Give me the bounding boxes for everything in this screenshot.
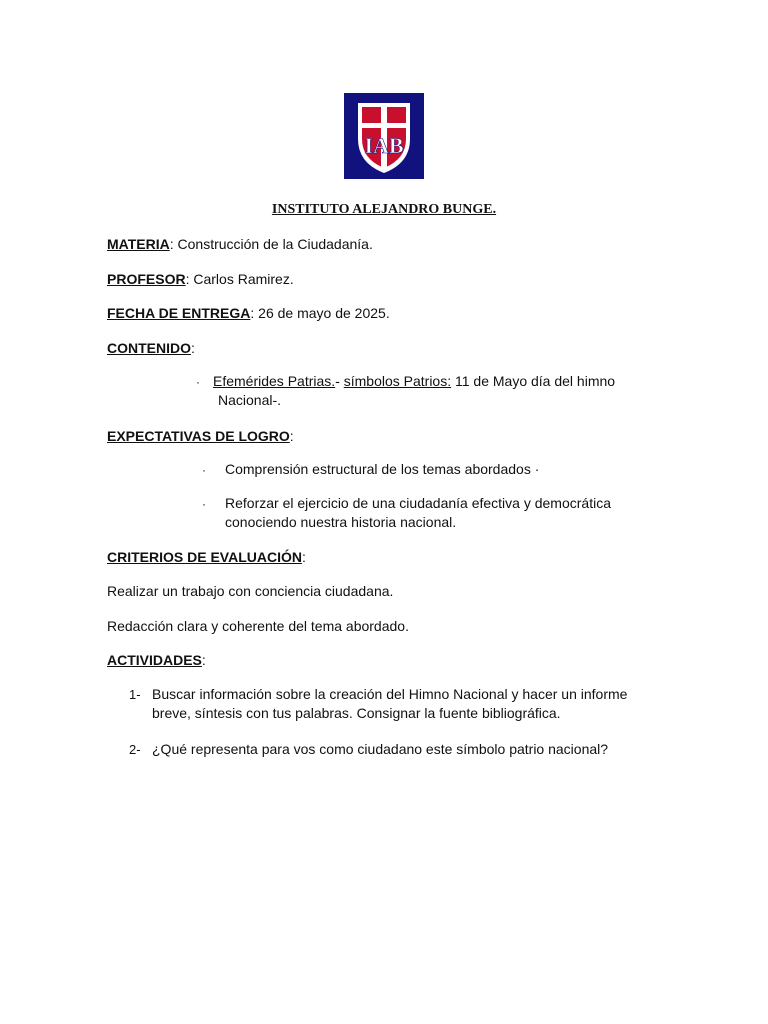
contenido-item-rest: 11 de Mayo día del himno <box>451 373 616 389</box>
criterios-line-2: Redacción clara y coherente del tema abordado. <box>107 618 409 634</box>
contenido-heading <box>107 339 195 357</box>
actividad-2-number: 2- <box>129 742 141 757</box>
page-title: INSTITUTO ALEJANDRO BUNGE. <box>271 202 497 217</box>
actividad-1-number: 1- <box>129 687 141 702</box>
fecha-line <box>107 304 390 322</box>
profesor-value: : Carlos Ramirez. <box>185 271 294 287</box>
shield-icon <box>344 93 424 179</box>
materia-line <box>107 235 373 253</box>
actividades-colon: : <box>201 652 206 668</box>
actividades-label: ACTIVIDADES <box>107 652 202 668</box>
contenido-separator: - <box>335 373 344 389</box>
actividad-1-line2: breve, síntesis con tus palabras. Consignar la fuente bibliográfica. <box>152 705 561 721</box>
actividades-heading <box>107 651 206 669</box>
expectativas-item-1: Comprensión estructural de los temas abordados · <box>225 461 540 477</box>
contenido-bullet: · <box>196 375 200 389</box>
expectativas-label: EXPECTATIVAS DE LOGRO <box>107 428 290 444</box>
materia-label: MATERIA <box>107 236 170 252</box>
criterios-label: CRITERIOS DE EVALUACIÓN <box>107 549 302 565</box>
logo-letters: IAB <box>364 133 404 158</box>
expectativas-colon: : <box>289 428 294 444</box>
contenido-colon: : <box>191 340 195 356</box>
expectativas-item-2-line1: Reforzar el ejercicio de una ciudadanía efectiva y democrática <box>225 495 611 511</box>
expectativas-bullet-2: · <box>202 497 206 511</box>
fecha-label: FECHA DE ENTREGA <box>107 305 251 321</box>
expectativas-heading <box>107 427 294 445</box>
simbolos-text: símbolos Patrios: <box>343 373 452 389</box>
efemerides-text: Efemérides Patrias. <box>213 373 336 389</box>
expectativas-item-2-line2: conociendo nuestra historia nacional. <box>225 514 457 530</box>
profesor-line <box>107 270 294 288</box>
contenido-item-line2: Nacional-. <box>218 392 282 408</box>
school-logo <box>344 93 424 179</box>
contenido-label: CONTENIDO <box>107 340 191 356</box>
criterios-line-1: Realizar un trabajo con conciencia ciudadana. <box>107 583 394 599</box>
expectativas-bullet-1: · <box>202 463 206 477</box>
actividad-1-line1: Buscar información sobre la creación del Himno Nacional y hacer un informe <box>152 686 628 702</box>
criterios-heading <box>107 548 306 566</box>
criterios-colon: : <box>301 549 306 565</box>
materia-value: : Construcción de la Ciudadanía. <box>169 236 373 252</box>
actividad-2-line1: ¿Qué representa para vos como ciudadano este símbolo patrio nacional? <box>152 741 609 757</box>
profesor-label: PROFESOR <box>107 271 186 287</box>
fecha-value: : 26 de mayo de 2025. <box>250 305 390 321</box>
contenido-item-line1 <box>213 372 615 391</box>
